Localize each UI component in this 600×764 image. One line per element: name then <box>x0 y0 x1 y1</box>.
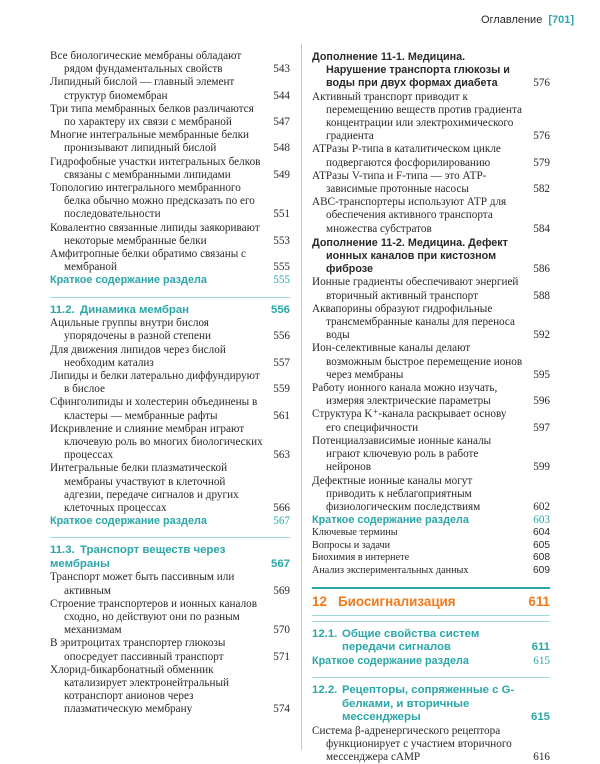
toc-entry-page: 551 <box>273 208 290 221</box>
toc-entry-page: 609 <box>533 564 550 576</box>
toc-entry-page: 543 <box>273 63 290 76</box>
toc-entry[interactable] <box>312 382 550 408</box>
toc-entry-page: 576 <box>533 130 550 143</box>
section-heading[interactable]: 11.2. Динамика мембран 556 <box>50 303 290 316</box>
toc-entry-title: Строение транспортеров и ионных каналов сходно, но действуют они по разным механизмам <box>50 597 258 637</box>
toc-entry-title: Работу ионного канала можно изучать, измеряя электрические параметры <box>312 382 498 408</box>
toc-entry-page: 595 <box>533 368 550 381</box>
toc-entry-page: 566 <box>273 502 290 514</box>
toc-entry-title: Липиды и белки латерально диффундируют в бислое <box>50 369 260 396</box>
column-divider <box>301 44 302 750</box>
toc-entry-page: 561 <box>273 409 290 422</box>
toc-entry-page: 588 <box>533 289 550 302</box>
toc-entry-page: 604 <box>533 527 550 539</box>
toc-entry-title: Гидрофобные участки интегральных белков связаны с мембранными липидами <box>50 155 261 181</box>
toc-entry-title: Потенциалзависимые ионные каналы играют ключевую роль в работе нейронов <box>312 434 492 474</box>
toc-entry[interactable] <box>312 303 550 343</box>
toc-entry[interactable] <box>312 170 550 196</box>
toc-entry-title: АТРазы Р-типа в каталитическом цикле подвергаются фосфорилированию <box>312 143 501 169</box>
toc-entry-title: АВС-транспортеры используют АТР для обеспечения активного транспорта множества субстратов <box>312 196 507 235</box>
toc-entry-page: 608 <box>533 552 550 564</box>
section-summary-entry[interactable]: Краткое содержание раздела 567 <box>50 515 290 528</box>
section-12-1 <box>312 621 550 655</box>
toc-entry[interactable] <box>50 396 290 422</box>
toc-entry-title: Три типа мембранных белков различаются по характеру их связи с мембраной <box>50 102 254 129</box>
toc-entry[interactable] <box>312 196 550 236</box>
toc-entry-page: 582 <box>533 183 550 196</box>
toc-entry-title: Многие интегральные мембранные белки пронизывают липидный бислой <box>50 129 250 155</box>
toc-entry-title: Структура K⁺-канала раскрывает основу его специфичности <box>312 408 507 434</box>
toc-entry[interactable] <box>50 664 290 717</box>
section-summary-entry[interactable]: Краткое содержание раздела 555 <box>50 274 290 287</box>
toc-entry-title: В эритроцитах транспортер глюкозы опосредует пассивный транспорт <box>50 637 226 663</box>
toc-entry-title: Ионные градиенты обеспечивают энергией вторичный активный транспорт <box>312 276 519 302</box>
toc-entry[interactable] <box>50 317 290 343</box>
toc-entry[interactable] <box>50 76 290 102</box>
toc-entry-title: Анализ экспериментальных данных <box>312 564 469 576</box>
header-title: Оглавление <box>480 14 543 26</box>
toc-entry-title: Активный транспорт приводит к перемещению веществ против градиента концентрации или электрохимического градиента <box>312 90 522 143</box>
toc-entry-title: Ацильные группы внутри бислоя упорядочены в разной степени <box>50 317 211 343</box>
toc-entry-title: Липидный бислой — главный элемент структур биомембран <box>50 76 235 102</box>
toc-entry-page: 544 <box>273 89 290 102</box>
toc-entry-page: 553 <box>273 234 290 247</box>
toc-entry-title: Искривление и слияние мембран играют ключевую роль во многих биологических процессах <box>50 422 263 462</box>
toc-entry[interactable] <box>50 222 290 248</box>
toc-entry-list <box>50 50 290 274</box>
toc-entry-page: 563 <box>273 449 290 462</box>
toc-entry[interactable] <box>312 276 550 302</box>
toc-entry-title: Хлорид-бикарбонатный обменник катализирует электронейтральный котранспорт анионов через плазматическую мембрану <box>50 663 229 716</box>
toc-entry-title: Ключевые термины <box>312 527 398 539</box>
section-heading[interactable]: 11.3. Транспорт веществ через мембраны 567 <box>50 544 290 570</box>
toc-entry-title: Ковалентно связанные липиды заякоривают некоторые мембранные белки <box>50 221 260 247</box>
toc-entry[interactable] <box>312 540 550 552</box>
section-11-3 <box>50 537 290 571</box>
toc-entry[interactable] <box>50 103 290 129</box>
toc-entry-title: Амфитропные белки обратимо связаны с мембраной <box>50 248 246 274</box>
toc-entry[interactable] <box>50 423 290 463</box>
toc-entry-title: Вопросы и задачи <box>312 539 391 551</box>
toc-entry-title: Ион-селективные каналы делают возможным быстрое перемещение ионов через мембраны <box>312 342 523 381</box>
section-summary-entry[interactable]: Краткое содержание раздела 603 <box>312 514 550 527</box>
toc-entry-title: Система β-адренергического рецептора функционирует с участием вторичного мессенджера сАМР <box>312 724 512 764</box>
toc-entry-title: Топологию интегрального мембранного белка обычно можно предсказать по его последовательности <box>50 182 255 221</box>
section-12-2 <box>312 677 550 725</box>
toc-entry-list <box>312 276 550 514</box>
supplement-entry[interactable]: Дополнение 11-1. Медицина. Нарушение транспорта глюкозы и воды при двух формах диабета 576 <box>312 51 550 90</box>
toc-entry[interactable] <box>312 435 550 475</box>
toc-entry[interactable] <box>312 725 550 764</box>
toc-entry[interactable] <box>50 637 290 663</box>
toc-entry-page: 556 <box>273 330 290 343</box>
chapter-12-heading[interactable]: 12 Биосигнализация 611 <box>312 587 550 616</box>
toc-entry[interactable] <box>312 342 550 382</box>
toc-entry[interactable] <box>50 156 290 182</box>
section-summary-entry[interactable]: Краткое содержание раздела 615 <box>312 654 550 667</box>
toc-entry-page: 574 <box>273 703 290 716</box>
toc-entry-title: Все биологические мембраны обладают рядом фундаментальных свойств <box>50 50 242 76</box>
toc-entry[interactable] <box>50 344 290 370</box>
toc-entry-page: 592 <box>533 329 550 342</box>
toc-entry-page: 570 <box>273 624 290 637</box>
section-heading[interactable]: 12.2. Рецепторы, сопряженные с G-белками, и вторичные мессенджеры 615 <box>312 684 550 724</box>
toc-entry-page: 616 <box>533 751 550 764</box>
toc-entry-page: 557 <box>273 356 290 369</box>
toc-entry[interactable] <box>312 552 550 564</box>
toc-entry[interactable] <box>312 143 550 169</box>
toc-entry-page: 579 <box>533 156 550 169</box>
toc-entry-title: Аквапорины образуют гидрофильные трансмембранные каналы для переноса воды <box>312 302 516 342</box>
toc-entry-title: Сфинголипиды и холестерин объединены в кластеры — мембранные рафты <box>50 396 258 422</box>
supplement-entry[interactable]: Дополнение 11-2. Медицина. Дефект ионных каналов при кистозном фиброзе 586 <box>312 236 550 276</box>
toc-entry[interactable] <box>50 248 290 274</box>
toc-entry-page: 599 <box>533 461 550 474</box>
toc-entry[interactable] <box>50 598 290 638</box>
toc-entry-list <box>312 527 550 577</box>
toc-entry[interactable] <box>312 91 550 144</box>
toc-entry-title: Транспорт может быть пассивным или активным <box>50 571 235 597</box>
toc-entry-page: 569 <box>273 584 290 597</box>
right-column <box>312 50 550 764</box>
toc-entry-title: Интегральные белки плазматической мембраны участвуют в клеточной адгезии, передаче сигналов и других клеточных процессах <box>50 462 239 514</box>
toc-entry-page: 605 <box>533 539 550 551</box>
toc-entry-title: АТРазы V-типа и F-типа — это АТР-зависимые протонные насосы <box>312 169 487 196</box>
toc-entry-page: 571 <box>273 650 290 663</box>
section-heading[interactable]: 12.1. Общие свойства систем передачи сигналов 611 <box>312 627 550 654</box>
toc-entry-list <box>312 725 550 764</box>
left-column <box>50 50 290 717</box>
toc-entry-page: 584 <box>533 222 550 235</box>
toc-entry-page: 597 <box>533 421 550 434</box>
toc-entry-page: 596 <box>533 395 550 408</box>
toc-entry-page: 547 <box>273 116 290 129</box>
header-page-number: [701] <box>548 14 574 26</box>
toc-entry[interactable] <box>50 571 290 597</box>
running-header <box>481 14 574 26</box>
toc-entry-list <box>50 571 290 716</box>
toc-entry[interactable] <box>50 370 290 396</box>
toc-entry-page: 548 <box>273 142 290 155</box>
toc-entry[interactable] <box>312 408 550 434</box>
toc-entry[interactable] <box>50 129 290 155</box>
toc-entry[interactable] <box>312 565 550 577</box>
toc-entry-list <box>50 317 290 515</box>
toc-entry[interactable] <box>50 50 290 76</box>
toc-entry-title: Для движения липидов через бислой необходим катализ <box>50 343 226 369</box>
toc-entry[interactable] <box>312 475 550 515</box>
toc-entry-page: 559 <box>273 383 290 396</box>
toc-entry-page: 549 <box>273 168 290 181</box>
toc-entry[interactable] <box>312 527 550 539</box>
toc-entry[interactable] <box>50 182 290 222</box>
section-11-2 <box>50 297 290 318</box>
toc-entry[interactable] <box>50 462 290 515</box>
toc-entry-page: 602 <box>533 500 550 513</box>
toc-entry-page: 555 <box>273 261 290 274</box>
toc-entry-list <box>312 91 550 236</box>
toc-entry-title: Дефектные ионные каналы могут приводить к неблагоприятным физиологическим последствиям <box>312 474 481 513</box>
toc-entry-title: Биохимия в интернете <box>312 552 410 564</box>
